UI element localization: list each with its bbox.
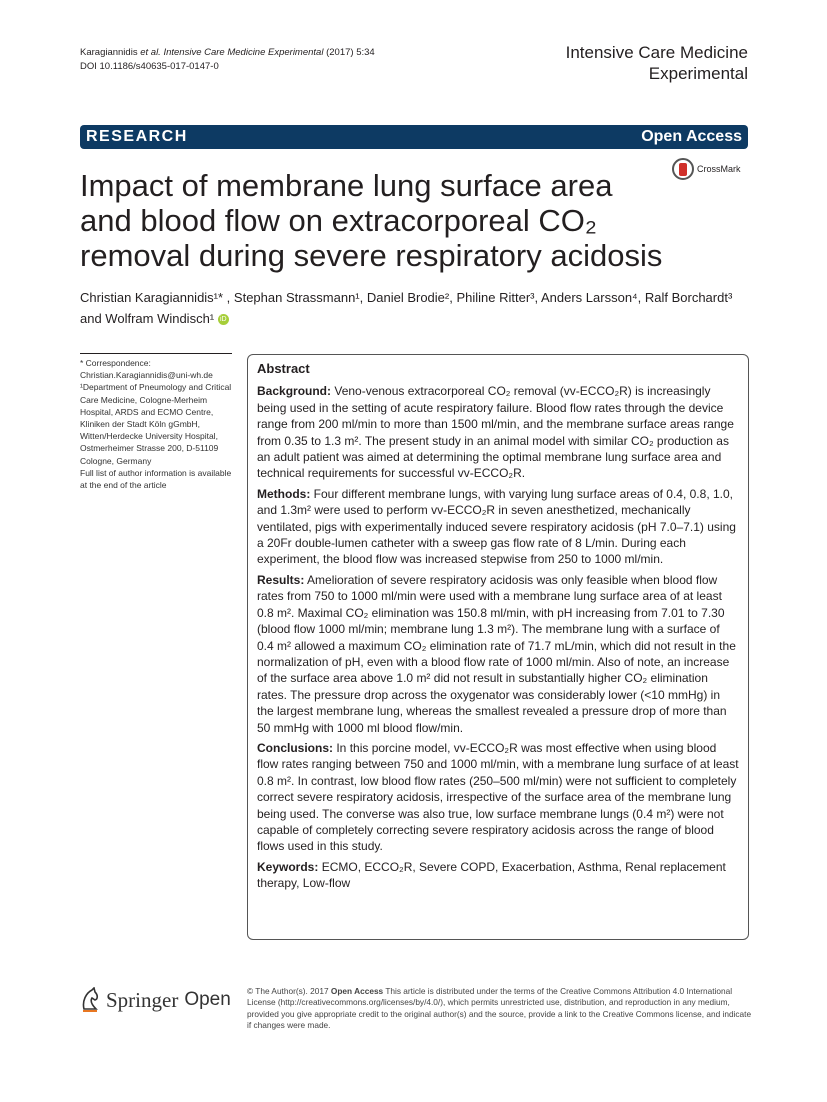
section-text: Amelioration of severe respiratory acidosis was only feasible when blood flow rates from 750 to 1000 ml/min were used with a membrane lung surface area of at least 0.8 m². Maximal CO₂ elimination was 150.8 ml/min, with pH increasing from 7.01 to 7.30 (blood flow 1000 ml/min; membrane lung 1.3 m²). The membrane lung with a surface of 0.4 m² allowed a maximum CO₂ elimination rate of 71.7 mL/min, which did not result in the normalization of pH, even with a blood flow rate of 1000 ml/min. Also of note, an increase of the surface area above 1.0 m² did not result in substantially higher CO₂ elimination rates. The pressure drop across the oxygenator was considerably lower (<10 mmHg) in the largest membrane lung, whereas the smallest revealed a pressure drop of more than 50 mmHg with 1000 ml blood flow/min. bbox=[257, 572, 736, 735]
author-info-note: Full list of author information is available at the end of the article bbox=[80, 467, 232, 491]
journal-name bbox=[566, 42, 748, 84]
citation-authors: Karagiannidis bbox=[80, 47, 141, 58]
springer-open-logo bbox=[80, 987, 231, 1013]
article-type: RESEARCH bbox=[86, 128, 188, 145]
article-title: Impact of membrane lung surface area and blood flow on extracorporeal CO₂ removal during severe respiratory acidosis bbox=[80, 168, 663, 273]
orcid-icon[interactable]: iD bbox=[218, 314, 229, 325]
crossmark-button[interactable] bbox=[672, 158, 741, 180]
section-label: Background: bbox=[257, 384, 332, 399]
open-access-label: Open Access bbox=[641, 128, 742, 145]
doi[interactable]: DOI 10.1186/s40635-017-0147-0 bbox=[80, 61, 219, 72]
section-text: ECMO, ECCO₂R, Severe COPD, Exacerbation, Asthma, Renal replacement therapy, Low-flow bbox=[257, 859, 726, 891]
journal-line-1: Intensive Care Medicine bbox=[565, 43, 748, 62]
citation bbox=[80, 46, 375, 74]
abstract-results bbox=[257, 572, 739, 736]
abstract-keywords bbox=[257, 859, 739, 892]
section-label: Keywords: bbox=[257, 859, 319, 874]
license-body: This article is distributed under the terms of the Creative Commons Attribution 4.0 International License (http://creativecommons.org/licenses/by/4.0/), which permits unrestricted use, distribution, and reproduction in any medium, provided you give appropriate credit to the original author(s) and the source, provide a link to the Creative Commons license, and indicate if changes were made. bbox=[247, 986, 752, 1030]
crossmark-icon bbox=[672, 158, 694, 180]
citation-year: (2017) 5:34 bbox=[323, 47, 375, 58]
section-text: Four different membrane lungs, with varying lung surface areas of 0.4, 0.8, 1.0, and 1.3m² were used to perform vv-ECCO₂R in seven anesthetized, mechanically ventilated, pigs with experimentally induced severe respiratory acidosis (pH 7.0–7.1) using a 20Fr double-lumen catheter with a sweep gas flow rate of 8 L/min. During each experiment, the blood flow was increased stepwise from 250 to 1000 ml/min. bbox=[257, 486, 736, 567]
article-type-banner bbox=[80, 125, 748, 149]
author-list bbox=[80, 287, 750, 329]
citation-journal: et al. Intensive Care Medicine Experimental bbox=[140, 47, 324, 58]
license-text bbox=[247, 986, 752, 1031]
authors-text: Christian Karagiannidis¹* , Stephan Strassmann¹, Daniel Brodie², Philine Ritter³, Anders Larsson⁴, Ralf Borchardt³ and Wolfram Windisch¹ bbox=[80, 290, 733, 326]
abstract-box bbox=[247, 354, 749, 940]
publisher-name: Springer bbox=[106, 987, 179, 1012]
section-label: Results: bbox=[257, 572, 305, 587]
abstract-background bbox=[257, 383, 739, 481]
correspondence-label: * Correspondence: bbox=[80, 358, 151, 368]
abstract-conclusions bbox=[257, 740, 739, 855]
springer-horse-icon bbox=[80, 987, 100, 1013]
section-label: Conclusions: bbox=[257, 740, 334, 755]
section-text: Veno-venous extracorporeal CO₂ removal (vv-ECCO₂R) is increasingly being used in the setting of acute respiratory failure. Blood flow rates through the device range from 200 ml/min to more than 1500 ml/min, and the membrane surface areas range from 0.35 to 1.3 m². The present study in an animal model with similar CO₂ production as an adult patient was aimed at determining the optimal membrane lung surface area and technical requirements for successful vv-ECCO₂R. bbox=[257, 384, 734, 481]
crossmark-label: CrossMark bbox=[697, 164, 741, 174]
license-copyright: © The Author(s). 2017 bbox=[247, 986, 331, 996]
abstract-heading: Abstract bbox=[257, 361, 310, 376]
correspondence-email[interactable]: Christian.Karagiannidis@uni-wh.de bbox=[80, 370, 213, 381]
publisher-open: Open bbox=[184, 989, 231, 1010]
section-text: In this porcine model, vv-ECCO₂R was most effective when using blood flow rates ranging between 750 and 1000 ml/min, with a membrane lung surface of at least 0.8 m². In contrast, low blood flow rates (250–500 ml/min) were not sufficient to completely correct severe respiratory acidosis, irrespective of the surface area of the membrane lung being used. The converse was also true, low surface membrane lungs (0.4 m²) were not capable of completely correcting severe respiratory acidosis across the range of blood flows used in this study. bbox=[257, 740, 739, 854]
abstract-methods bbox=[257, 486, 739, 568]
journal-line-2: Experimental bbox=[648, 64, 748, 83]
section-label: Methods: bbox=[257, 486, 311, 501]
license-open-access: Open Access bbox=[330, 986, 384, 996]
correspondence-box bbox=[80, 353, 232, 491]
affiliation: ¹Department of Pneumology and Critical Care Medicine, Cologne-Merheim Hospital, ARDS and ECMO Centre, Kliniken der Stadt Köln gGmbH, Witten/Herdecke University Hospital, Ostmerheimer Strasse 200, D-51109 Cologne, Germany bbox=[80, 382, 232, 466]
